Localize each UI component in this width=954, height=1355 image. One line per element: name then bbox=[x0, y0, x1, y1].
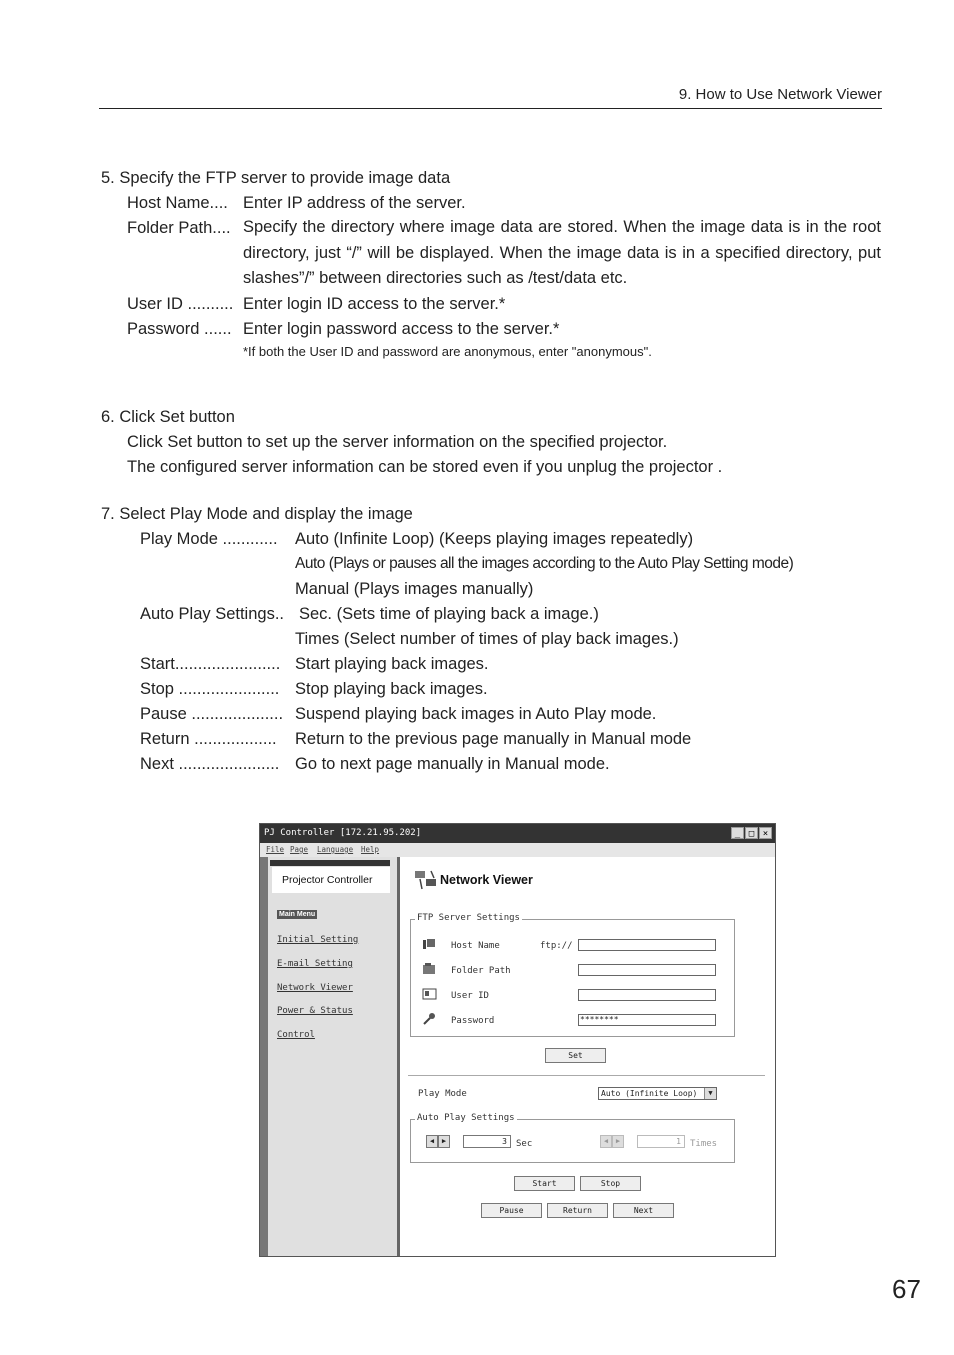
sec-input[interactable]: 3 bbox=[463, 1135, 511, 1148]
close-icon[interactable]: × bbox=[759, 827, 772, 839]
ftp-prefix: ftp:// bbox=[540, 941, 573, 951]
sidebar-edge bbox=[260, 857, 268, 1256]
host-name-desc: Enter IP address of the server. bbox=[243, 194, 466, 212]
folder-path-desc: Specify the directory where image data are stored. When the image data is in the root directory, just “/” will be displayed. When the image data is in a specified directory, put slashes”/” between directories such as /test/data etc. bbox=[243, 218, 881, 287]
user-id-desc: Enter login ID access to the server.* bbox=[243, 295, 506, 313]
folder-path-field-label: Folder Path bbox=[451, 966, 511, 976]
app-logo: Projector Controller bbox=[272, 867, 390, 893]
host-name-field-label: Host Name bbox=[451, 941, 500, 951]
host-icon bbox=[422, 937, 437, 950]
pause-button[interactable]: Pause bbox=[481, 1203, 542, 1218]
pause-label: Pause .................... bbox=[140, 705, 284, 723]
return-desc: Return to the previous page manually in Manual mode bbox=[295, 730, 692, 748]
times-increase-button[interactable]: ▶ bbox=[612, 1135, 624, 1148]
sidebar bbox=[260, 857, 400, 1256]
nav-initial-setting[interactable]: Initial Setting bbox=[277, 935, 359, 945]
start-button[interactable]: Start bbox=[514, 1176, 575, 1191]
page-title: Network Viewer bbox=[440, 873, 533, 887]
step6-heading: 6. Click Set button bbox=[101, 408, 235, 426]
step5-heading: 5. Specify the FTP server to provide image data bbox=[101, 169, 451, 187]
step7-heading: 7. Select Play Mode and display the image bbox=[101, 505, 413, 523]
step6-line2: The configured server information can be stored even if you unplug the projector . bbox=[127, 458, 723, 476]
times-decrease-button[interactable]: ◀ bbox=[600, 1135, 612, 1148]
page-header: 9. How to Use Network Viewer bbox=[678, 86, 882, 103]
set-button[interactable]: Set bbox=[545, 1048, 606, 1063]
chevron-down-icon[interactable]: ▼ bbox=[704, 1088, 716, 1099]
play-mode-value: Auto (Infinite Loop) bbox=[601, 1089, 698, 1098]
stop-label: Stop ...................... bbox=[140, 680, 280, 698]
menu-language[interactable]: Language bbox=[317, 845, 354, 854]
auto-play-label: Auto Play Settings.. bbox=[140, 605, 284, 623]
menu-file[interactable]: File bbox=[266, 845, 285, 854]
nav-control[interactable]: Control bbox=[277, 1030, 315, 1040]
host-name-input[interactable] bbox=[578, 939, 716, 951]
play-mode-opt1: Auto (Infinite Loop) (Keeps playing images repeatedly) bbox=[295, 530, 694, 548]
header-rule bbox=[99, 108, 882, 109]
auto-play-group bbox=[410, 1113, 735, 1163]
start-desc: Start playing back images. bbox=[295, 655, 489, 673]
key-icon bbox=[422, 1012, 437, 1025]
pause-desc: Suspend playing back images in Auto Play mode. bbox=[295, 705, 657, 723]
return-label: Return .................. bbox=[140, 730, 277, 748]
minimize-icon[interactable]: _ bbox=[731, 827, 744, 839]
page-number: 67 bbox=[892, 1274, 921, 1304]
sec-label: Sec bbox=[516, 1139, 533, 1149]
folder-path-input[interactable] bbox=[578, 964, 716, 976]
play-mode-field-label: Play Mode bbox=[418, 1089, 467, 1099]
content-pane bbox=[400, 857, 775, 1256]
return-button[interactable]: Return bbox=[547, 1203, 608, 1218]
auto-play-opt1: Sec. (Sets time of playing back a image.) bbox=[299, 605, 599, 623]
folder-path-label: Folder Path.... bbox=[127, 219, 231, 237]
start-label: Start....................... bbox=[140, 655, 281, 673]
password-desc: Enter login password access to the server.* bbox=[243, 320, 560, 338]
window-titlebar bbox=[260, 824, 775, 843]
play-mode-opt2: Auto (Plays or pauses all the images according to the Auto Play Setting mode) bbox=[295, 555, 794, 572]
stop-button[interactable]: Stop bbox=[580, 1176, 641, 1191]
next-label: Next ...................... bbox=[140, 755, 280, 773]
times-label: Times bbox=[690, 1139, 718, 1149]
next-desc: Go to next page manually in Manual mode. bbox=[295, 755, 610, 773]
user-id-label: User ID .......... bbox=[127, 295, 234, 313]
times-input[interactable]: 1 bbox=[637, 1135, 685, 1148]
anonymous-note: *If both the User ID and password are anonymous, enter "anonymous". bbox=[243, 344, 652, 359]
nav-email-setting[interactable]: E-mail Setting bbox=[277, 959, 353, 969]
auto-play-opt2: Times (Select number of times of play back images.) bbox=[295, 630, 679, 648]
auto-play-legend: Auto Play Settings bbox=[417, 1113, 515, 1123]
user-id-input[interactable] bbox=[578, 989, 716, 1001]
sec-decrease-button[interactable]: ◀ bbox=[426, 1135, 438, 1148]
ftp-legend: FTP Server Settings bbox=[417, 913, 520, 923]
window-title: PJ Controller [172.21.95.202] bbox=[264, 828, 422, 838]
logo-band bbox=[270, 860, 390, 866]
network-viewer-icon bbox=[414, 869, 438, 891]
next-button[interactable]: Next bbox=[613, 1203, 674, 1218]
password-field-label: Password bbox=[451, 1016, 495, 1026]
user-id-field-label: User ID bbox=[451, 991, 489, 1001]
main-menu-label: Main Menu bbox=[279, 911, 316, 918]
menu-page[interactable]: Page bbox=[290, 845, 309, 854]
host-name-label: Host Name.... bbox=[127, 194, 228, 212]
pj-controller-window bbox=[259, 823, 776, 1257]
step6-line1: Click Set button to set up the server information on the specified projector. bbox=[127, 433, 668, 451]
play-mode-select[interactable] bbox=[598, 1087, 717, 1100]
play-mode-opt3: Manual (Plays images manually) bbox=[295, 580, 534, 598]
user-id-icon bbox=[422, 987, 437, 1000]
stop-desc: Stop playing back images. bbox=[295, 680, 488, 698]
maximize-icon[interactable]: □ bbox=[745, 827, 758, 839]
password-label: Password ...... bbox=[127, 320, 232, 338]
menu-help[interactable]: Help bbox=[361, 845, 380, 854]
nav-power-status[interactable]: Power & Status bbox=[277, 1006, 353, 1016]
password-input[interactable]: ******** bbox=[578, 1014, 716, 1026]
nav-network-viewer[interactable]: Network Viewer bbox=[277, 983, 353, 993]
menu-bar bbox=[260, 843, 775, 857]
sec-increase-button[interactable]: ▶ bbox=[438, 1135, 450, 1148]
folder-icon bbox=[422, 962, 437, 975]
divider bbox=[408, 1075, 765, 1076]
play-mode-label: Play Mode ............ bbox=[140, 530, 278, 548]
